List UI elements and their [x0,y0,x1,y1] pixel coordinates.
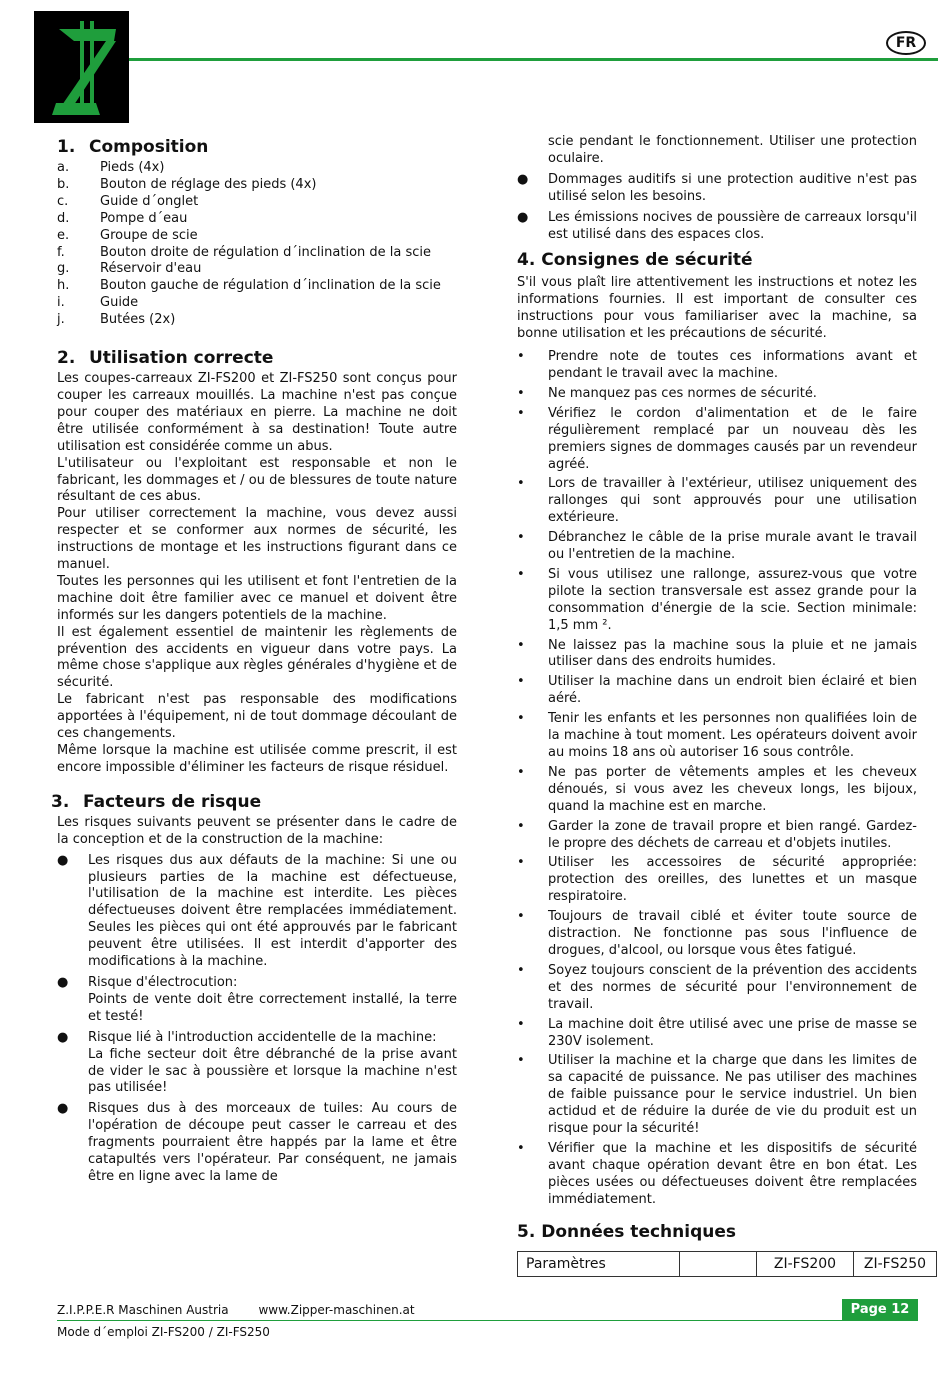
list-item: b. Bouton de réglage des pieds (4x) [57,176,317,192]
list-item: ● Les émissions nocives de poussière de carreaux lorsqu'il est utilisé dans des espaces clos. [517,209,917,242]
section-3-heading: 3. Facteurs de risque [51,791,262,812]
list-item: • Si vous utilisez une rallonge, assurez-vous que votre pilote la section transversale est assez grande pour la consommation d'énergie de la scie. Section minimale: 1,5 mm ². [517,566,917,633]
technical-data-table [517,1251,937,1277]
list-item: • Ne pas porter de vêtements amples et les cheveux dénoués, si vous avez les cheveux longs, les bijoux, quand la machine est en marche. [517,764,917,814]
list-item: ● Risque d'électrocution: Points de vente doit être correctement installé, la terre et testé! [57,974,457,1024]
zipper-logo [34,11,129,123]
left-column [51,134,457,1190]
list-item: g. Réservoir d'eau [57,261,202,277]
paragraph: Même lorsque la machine est utilisée comme prescrit, il est encore impossible d'éliminer les facteurs de risque résiduel. [57,743,457,775]
list-item: • Garder la zone de travail propre et bien rangé. Gardez-le propre des déchets de carreau et d'objets inutiles. [517,818,917,851]
list-item: i. Guide [57,295,139,311]
list-item: • Ne manquez pas ces normes de sécurité. [517,385,817,401]
list-item: • Lors de travailler à l'extérieur, utilisez uniquement des rallonges qui sont approuvés pour une utilisation extérieure. [517,476,917,526]
risk-list-continued [517,172,917,244]
paragraph: Les coupes-carreaux ZI-FS200 et ZI-FS250 sont conçus pour couper les carreaux mouillés. La machine n'est pas conçue pour couper des matériaux en pierre. La machine ne doit être utilisée conformément à sa destination! Toute autre utilisation est considérée comme un abus. [57,371,457,454]
list-item: c. Guide d´onglet [57,193,199,209]
risk-list [57,853,457,1186]
list-item: • Toujours de travail ciblé et éviter toute source de distraction. Ne fonctionne pas sous l'influence de drogues, d'alcool, ou lorsque vous êtes fatigué. [517,909,917,958]
paragraph: Pour utiliser correctement la machine, vous devez aussi respecter et se conformer aux normes de sécurité, les instructions de montage et les instructions figurant dans ce manuel. [57,506,457,573]
list-item: f. Bouton droite de régulation d´inclination de la scie [57,244,432,260]
list-item: e. Groupe de scie [57,227,198,243]
list-item: • Vérifier que la machine et les dispositifs de sécurité avant chaque opération devant être en bon état. Les pièces usées ou défectueuses doivent être remplacées immédiatement. [517,1140,917,1207]
list-item: • Utiliser la machine et la charge que dans les limites de sa capacité de puissance. Ne pas utiliser des machines de faible puissance pour le service industriel. Un bien actidud et de réduire la durée de vie du produit est un risque pour la sécurité! [517,1053,917,1137]
list-item: d. Pompe d´eau [57,210,188,226]
section-5-heading: 5. Données techniques [517,1221,736,1242]
language-badge: FR [886,31,926,55]
zipper-z-logo-icon [34,11,129,123]
section-2-body [57,371,457,777]
list-item: • Soyez toujours conscient de la prévention des accidents et des normes de sécurité pour l'environnement de travail. [517,962,917,1012]
list-item: ● Dommages auditifs si une protection auditive n'est pas utilisé selon les besoins. [517,171,917,204]
paragraph: L'utilisateur ou l'exploitant est responsable et non le fabricant, les dommages et / ou de blessures de toute nature résultant de ces abus. [57,455,457,505]
list-item: ● Risques dus à des morceaux de tuiles: Au cours de l'opération de découpe peut casser le carreau et des fragments pourraient être happés par la lame et être catapultés vers l'opérateur. Par conséquent, ne jamais être en ligne avec la lame de [57,1101,457,1184]
list-item: ● Risque lié à l'introduction accidentelle de la machine: La fiche secteur doit être débranché de la prise avant de vider le sac à poussière et lorsque la machine n'est pas utilisée! [57,1029,457,1096]
list-item: • Utiliser la machine dans un endroit bien éclairé et bien aéré. [517,674,917,707]
paragraph: Le fabricant n'est pas responsable des modifications apportées à l'équipement, ni de tout dommage découlant de ces changements. [57,692,457,742]
list-item: • Utiliser les accessoires de sécurité appropriée: protection des oreilles, des lunettes et un masque respiratoire. [517,855,917,905]
footer-website-link[interactable]: www.Zipper-maschinen.at [258,1303,415,1317]
section-2-heading: 2. Utilisation correcte [57,348,274,369]
list-item: • La machine doit être utilisé avec une prise de masse se 230V isolement. [517,1016,917,1049]
list-item: • Tenir les enfants et les personnes non qualifiées loin de la machine à tout moment. Les opérateurs doivent avoir au moins 18 ans où autoriser 16 sous contrôle. [517,711,917,760]
risk-continued-text: scie pendant le fonctionnement. Utiliser une protection oculaire. [548,134,917,166]
section-4-heading: 4. Consignes de sécurité [517,250,753,271]
list-item: a. Pieds (4x) [57,160,165,175]
safety-list [517,349,917,1209]
page-footer [57,1301,918,1340]
list-item: • Ne laissez pas la machine sous la pluie et ne jamais utiliser dans des endroits humides. [517,637,917,670]
table-header-cell: ZI-FS200 [757,1251,854,1276]
table-header-cell: ZI-FS250 [854,1251,937,1276]
list-item: h. Bouton gauche de régulation d´inclination de la scie [57,278,441,294]
list-item: ● Les risques dus aux défauts de la machine: Si une ou plusieurs parties de la machine est défectueuse, l'utilisation de la machine est interdite. Les pièces défectueuses doivent être remplacées immédiatement. Seules les pièces qui ont été approuvés par le fabricant peuvent être utilisées. Il est interdit d'apporter des modifications à la machine. [57,852,457,970]
list-item: • Débranchez le câble de la prise murale avant le travail ou l'entretien de la machine. [517,530,917,563]
list-item: • Prendre note de toutes ces informations avant et pendant le travail avec la machine. [517,349,917,381]
list-item: • Vérifiez le cordon d'alimentation et de le faire régulièrement remplacé par un nouveau dès les premiers signes de dommages causés par un revendeur agréé. [517,405,917,472]
section-3-intro: Les risques suivants peuvent se présenter dans le cadre de la conception et de la construction de la machine: [57,814,457,847]
paragraph: Toutes les personnes qui les utilisent et font l'entretien de la machine doit être familier avec ce manuel et doivent être informés sur les dangers potentiels de la machine. [57,573,457,623]
footer-rule [57,1320,918,1321]
table-header-cell [680,1251,757,1276]
section-1-heading: 1. Composition [57,137,209,157]
list-item: j. Butées (2x) [57,312,176,328]
composition-list [57,160,457,329]
paragraph: Il est également essentiel de maintenir les règlements de prévention des accidents en vigueur dans votre pays. La même chose s'applique aux règles générales d'hygiène et de sécurité. [57,624,457,691]
table-header-cell: Paramètres [518,1251,680,1276]
section-4-intro: S'il vous plaît lire attentivement les instructions et notez les informations fournies. Il est important de consulter ces instructions pour vous familiariser avec la machine, sa bonne utilisation et les précautions de sécurité. [517,275,917,342]
header-rule [129,58,938,61]
table-row [518,1251,937,1276]
footer-company: Z.I.P.P.E.R Maschinen Austria [57,1303,229,1317]
footer-manual-title: Mode d´emploi ZI-FS200 / ZI-FS250 [57,1325,270,1339]
page-number-badge: Page 12 [842,1299,918,1321]
right-column [517,134,927,1277]
